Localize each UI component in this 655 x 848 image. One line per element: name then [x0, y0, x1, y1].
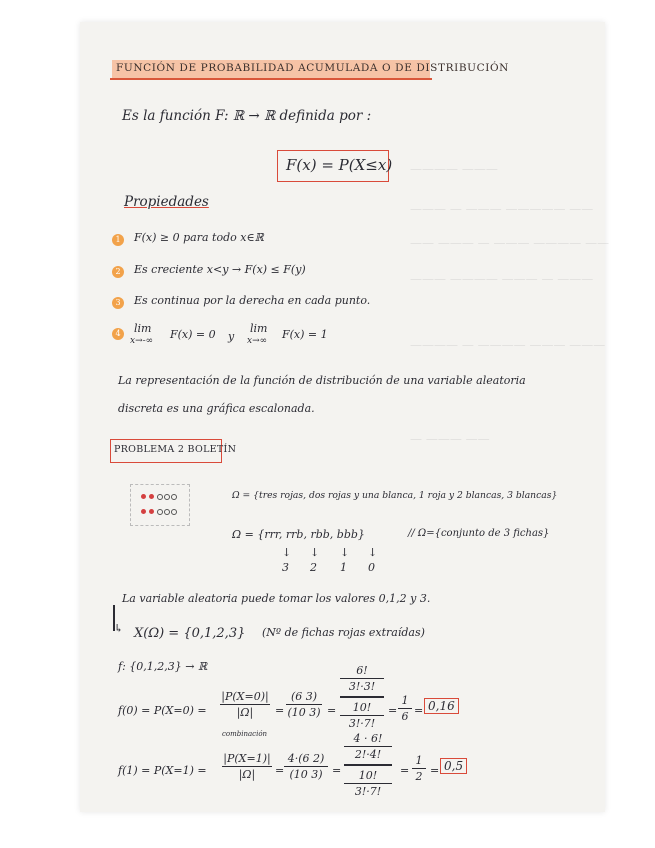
- title-underline: [110, 78, 432, 80]
- f1-result-den: 2: [415, 770, 423, 783]
- white-ball: [157, 494, 163, 500]
- count-arrow-4: ↓: [368, 546, 378, 559]
- f1-num-2: 4·(6 2): [287, 752, 325, 765]
- red-count-1: 3: [282, 561, 289, 574]
- equals-sign: =: [275, 764, 285, 777]
- white-ball: [171, 494, 177, 500]
- limit-1-subscript: x→-∞: [130, 336, 154, 346]
- bleed-through-text: ———— ——— ——— — ——— ————— —— —— ——— — ——— ———— —— ——— ———— ——— — ——— ———— — ———— ——— ——— — ——— ——: [410, 162, 610, 446]
- bracket-arrow-head: ↳: [114, 622, 124, 635]
- f1-den-1: |Ω|: [238, 768, 256, 781]
- f1-num-3b: 2!·4!: [354, 748, 382, 761]
- white-ball: [164, 509, 170, 515]
- count-arrow-3: ↓: [340, 546, 350, 559]
- limit-and: y: [228, 330, 235, 343]
- count-arrow-1: ↓: [282, 546, 292, 559]
- red-ball: [149, 494, 154, 499]
- limit-2-label: lim: [250, 322, 268, 335]
- equals-sign: =: [400, 764, 410, 777]
- f1-fraction-3: [344, 732, 392, 798]
- f1-answer: 0,5: [440, 758, 467, 774]
- range-of-x: X(Ω) = {0,1,2,3}: [134, 626, 246, 641]
- f1-result-fraction: [412, 754, 426, 783]
- note-line-1: La representación de la función de distribución de una variable aleatoria: [118, 374, 526, 387]
- equals-sign: =: [430, 764, 440, 777]
- range-of-x-note: (Nº de fichas rojas extraídas): [262, 626, 425, 639]
- count-arrow-2: ↓: [310, 546, 320, 559]
- red-ball: [141, 509, 146, 514]
- white-ball: [171, 509, 177, 515]
- limit-1-label: lim: [134, 322, 152, 335]
- combination-annotation: combinación: [222, 730, 268, 738]
- f0-left: f(0) = P(X=0) =: [118, 704, 207, 717]
- white-ball: [157, 509, 163, 515]
- f1-den-2: (10 3): [289, 768, 323, 781]
- white-ball: [164, 494, 170, 500]
- values-statement: La variable aleatoria puede tomar los valores 0,1,2 y 3.: [122, 592, 431, 605]
- equals-sign: =: [388, 704, 398, 717]
- limit-1-expression: F(x) = 0: [170, 328, 216, 341]
- definition-intro: Es la función F: ℝ → ℝ definida por :: [122, 108, 372, 124]
- f0-den-2: (10 3): [287, 706, 321, 719]
- equals-sign: =: [414, 704, 424, 717]
- f1-fraction-1: [222, 752, 272, 781]
- red-count-4: 0: [368, 561, 375, 574]
- property-number-1: 1: [112, 234, 124, 246]
- f0-result-den: 6: [401, 710, 409, 723]
- equals-sign: =: [275, 704, 285, 717]
- sample-space-description: Ω = {tres rojas, dos rojas y una blanca, 1 roja y 2 blancas, 3 blancas}: [232, 490, 558, 501]
- f0-fraction-1: [220, 690, 270, 719]
- f0-fraction-3: [340, 664, 384, 730]
- f1-num-3a: 4 · 6!: [353, 732, 383, 745]
- red-count-2: 2: [310, 561, 317, 574]
- f0-den-1: |Ω|: [236, 706, 254, 719]
- problem-label: PROBLEMA 2 BOLETÍN: [114, 444, 237, 455]
- f0-den-3b: 3!·7!: [348, 716, 376, 730]
- page-title: FUNCIÓN DE PROBABILIDAD ACUMULADA O DE DISTRIBUCIÓN: [116, 62, 509, 74]
- property-2: Es creciente x<y → F(x) ≤ F(y): [134, 263, 306, 276]
- f1-num-1: |P(X=1)|: [223, 752, 271, 765]
- urn-sketch: [130, 484, 190, 526]
- definition-formula: F(x) = P(X≤x): [286, 156, 393, 174]
- property-1: F(x) ≥ 0 para todo x∈ℝ: [134, 231, 264, 244]
- f1-result-num: 1: [415, 754, 423, 767]
- red-ball: [141, 494, 146, 499]
- f0-num-3a: 6!: [356, 664, 368, 677]
- sample-space-alternative: // Ω={conjunto de 3 fichas}: [408, 528, 550, 539]
- f1-fraction-2: [284, 752, 328, 781]
- equals-sign: =: [332, 764, 342, 777]
- f0-den-3a: 10!: [352, 700, 372, 714]
- f0-result-num: 1: [401, 694, 409, 707]
- f0-answer: 0,16: [424, 698, 459, 714]
- property-3: Es continua por la derecha en cada punto.: [134, 294, 371, 307]
- property-number-3: 3: [112, 297, 124, 309]
- limit-2-subscript: x→∞: [247, 336, 268, 346]
- mass-function-definition: f: {0,1,2,3} → ℝ: [118, 660, 208, 673]
- note-line-2: discreta es una gráfica escalonada.: [118, 402, 315, 415]
- red-count-3: 1: [340, 561, 347, 574]
- equals-sign: =: [327, 704, 337, 717]
- property-number-4: 4: [112, 328, 124, 340]
- f1-den-3a: 10!: [358, 768, 378, 782]
- f0-num-3b: 3!·3!: [348, 680, 376, 693]
- f0-fraction-2: [286, 690, 322, 719]
- sample-space-outcomes: Ω = {rrr, rrb, rbb, bbb}: [232, 528, 365, 541]
- f0-num-1: |P(X=0)|: [221, 690, 269, 703]
- f0-result-fraction: [398, 694, 412, 723]
- red-ball: [149, 509, 154, 514]
- f1-den-3b: 3!·7!: [354, 784, 382, 798]
- f0-num-2: (6 3): [290, 690, 318, 703]
- f1-left: f(1) = P(X=1) =: [118, 764, 207, 777]
- property-number-2: 2: [112, 266, 124, 278]
- limit-2-expression: F(x) = 1: [282, 328, 328, 341]
- properties-heading: Propiedades: [124, 194, 209, 210]
